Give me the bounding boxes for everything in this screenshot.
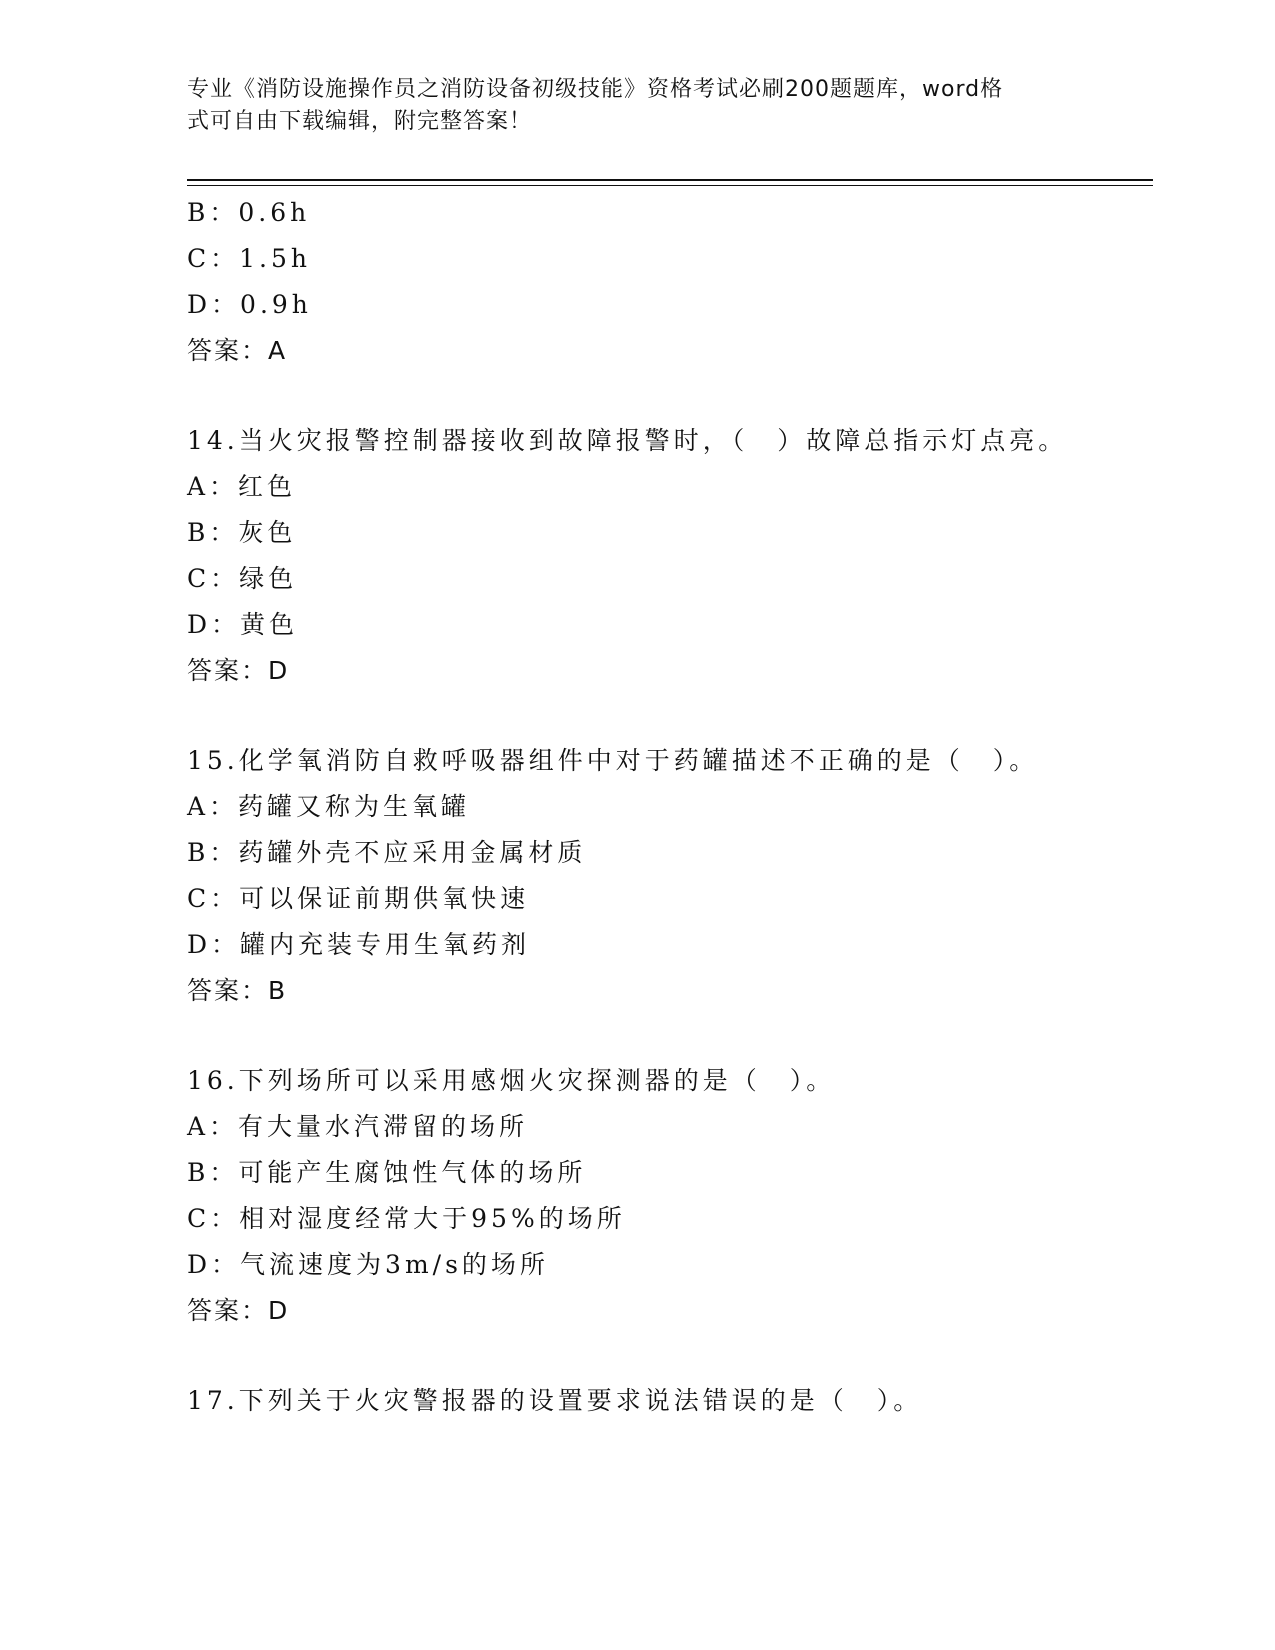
question-stem: 14.当火灾报警控制器接收到故障报警时，（ ）故障总指示灯点亮。 (187, 426, 1068, 455)
question-stem: 16.下列场所可以采用感烟火灾探测器的是（ ）。 (187, 1066, 836, 1095)
answer-line: 答案：D (187, 656, 290, 685)
answer-line: 答案：D (187, 1296, 290, 1325)
option-b: B：0.6h (187, 198, 311, 227)
option-a: A：药罐又称为生氧罐 (187, 792, 471, 821)
option-b: B：可能产生腐蚀性气体的场所 (187, 1158, 587, 1187)
header-divider-thin (187, 185, 1153, 186)
question-17 (187, 1378, 1147, 1424)
answer-line: 答案：A (187, 336, 288, 365)
question-14 (187, 418, 1147, 694)
answer-line: 答案：B (187, 976, 288, 1005)
document-header (187, 74, 1067, 138)
question-list (187, 190, 1147, 1424)
option-c: C：可以保证前期供氧快速 (187, 884, 530, 913)
option-c: C：相对湿度经常大于95%的场所 (187, 1204, 626, 1233)
question-13-continued (187, 190, 1147, 374)
question-16 (187, 1058, 1147, 1334)
header-line-1: 专业《消防设施操作员之消防设备初级技能》资格考试必刷200题题库，word格 (187, 77, 1004, 102)
question-stem: 17.下列关于火灾警报器的设置要求说法错误的是（ ）。 (187, 1386, 923, 1415)
option-a: A：有大量水汽滞留的场所 (187, 1112, 529, 1141)
question-stem: 15.化学氧消防自救呼吸器组件中对于药罐描述不正确的是（ ）。 (187, 746, 1039, 775)
option-c: C：绿色 (187, 564, 298, 593)
option-b: B：灰色 (187, 518, 297, 547)
option-c: C：1.5h (187, 244, 311, 273)
option-d: D：0.9h (187, 290, 312, 319)
header-divider-thick (187, 179, 1153, 181)
option-a: A：红色 (187, 472, 297, 501)
option-d: D：黄色 (187, 610, 299, 639)
option-d: D：罐内充装专用生氧药剂 (187, 930, 531, 959)
header-line-2: 式可自由下载编辑，附完整答案！ (187, 109, 533, 134)
option-d: D：气流速度为3m/s的场所 (187, 1250, 549, 1279)
question-15 (187, 738, 1147, 1014)
option-b: B：药罐外壳不应采用金属材质 (187, 838, 587, 867)
